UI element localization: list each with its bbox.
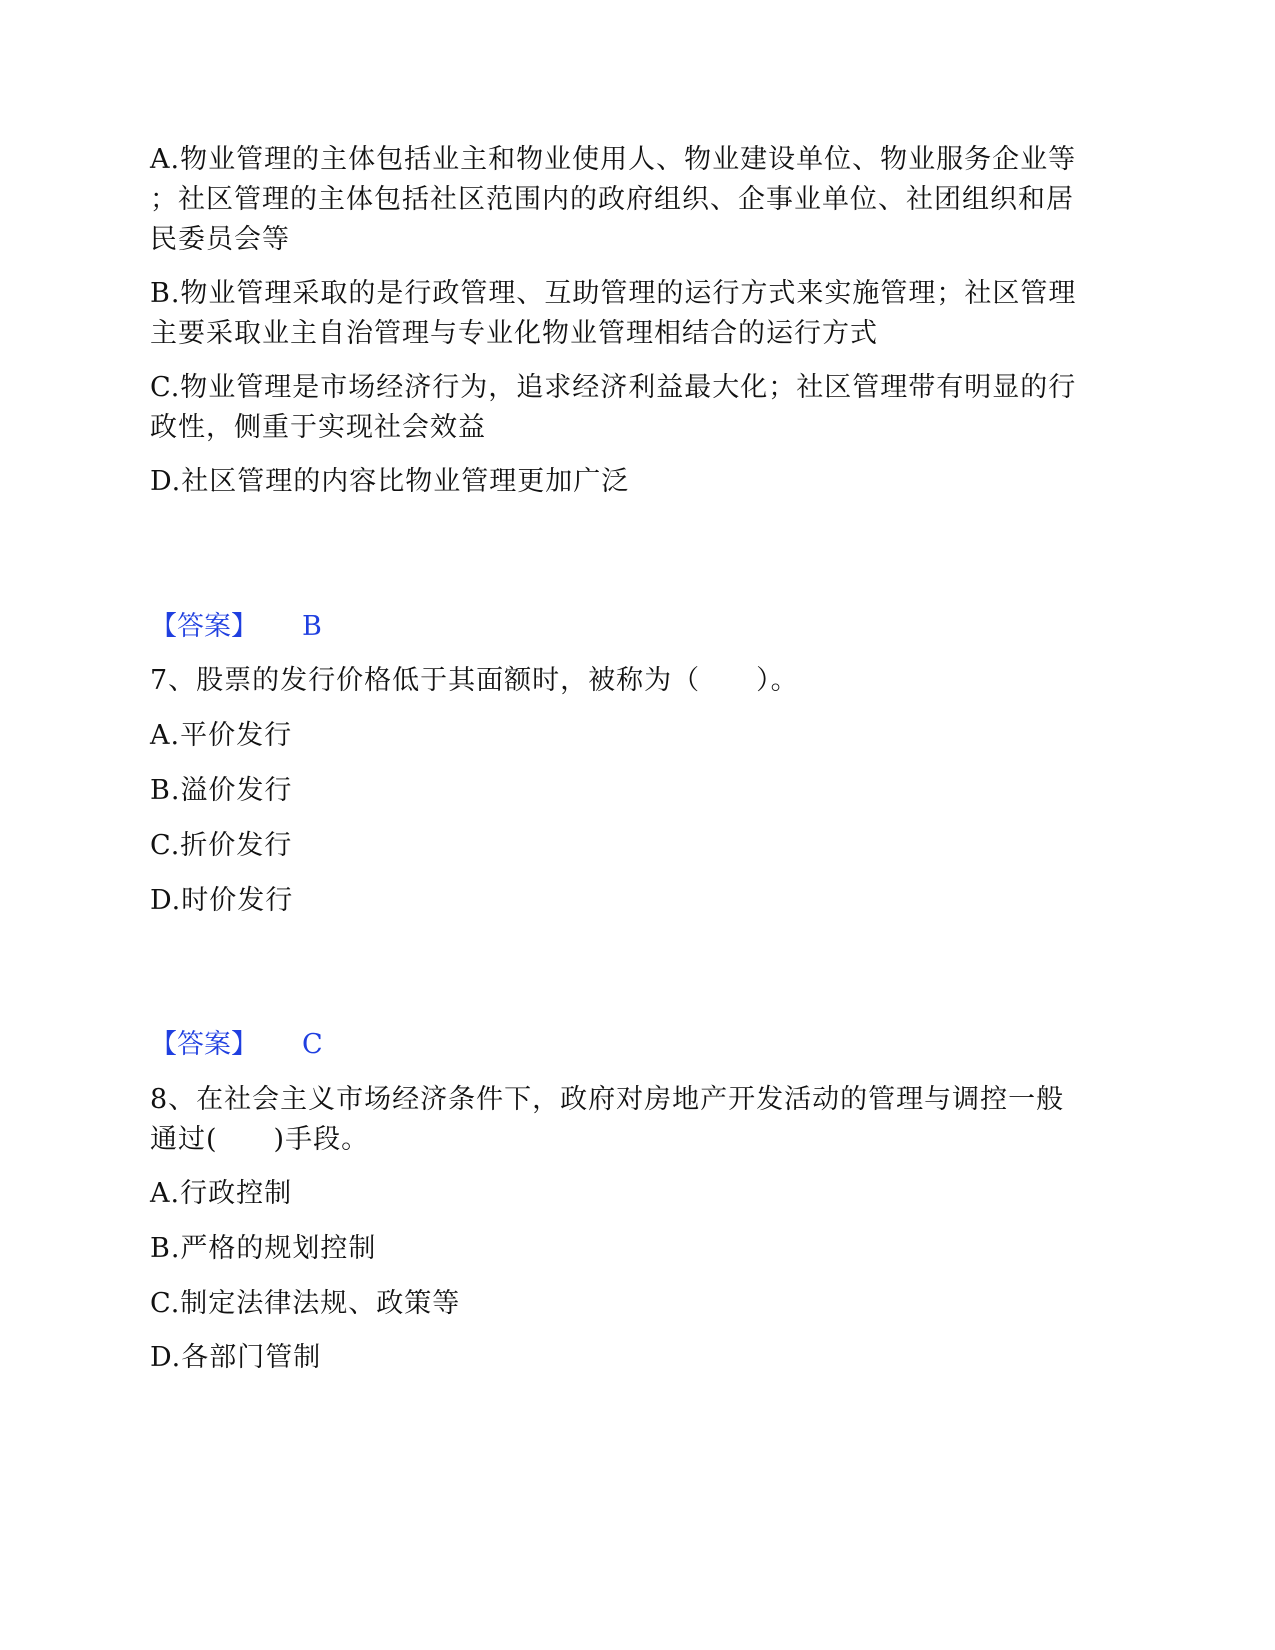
option-c-line-1: C.物业管理是市场经济行为，追求经济利益最大化；社区管理带有明显的行 xyxy=(150,372,1077,403)
option-d-line-1: D.社区管理的内容比物业管理更加广泛 xyxy=(150,466,630,497)
q7-option-b: B.溢价发行 xyxy=(150,775,293,806)
q8-option-a: A.行政控制 xyxy=(150,1178,293,1209)
option-a-line-2: ；社区管理的主体包括社区范围内的政府组织、企事业单位、社团组织和居 xyxy=(150,184,1074,215)
q8-stem-line-1: 8、在社会主义市场经济条件下，政府对房地产开发活动的管理与调控一般 xyxy=(150,1084,1065,1115)
option-b-line-1: B.物业管理采取的是行政管理、互助管理的运行方式来实施管理；社区管理 xyxy=(150,278,1077,309)
answer-value: C xyxy=(302,1029,323,1060)
q8-stem-line-2: 通过( )手段。 xyxy=(150,1124,370,1155)
q7-stem: 7、股票的发行价格低于其面额时，被称为（ ）。 xyxy=(150,665,799,696)
q7-option-a: A.平价发行 xyxy=(150,720,293,751)
q8-option-b: B.严格的规划控制 xyxy=(150,1233,377,1264)
q8-option-c: C.制定法律法规、政策等 xyxy=(150,1288,461,1319)
option-b-line-2: 主要采取业主自治管理与专业化物业管理相结合的运行方式 xyxy=(150,318,878,349)
q7-option-d: D.时价发行 xyxy=(150,885,294,916)
q8-option-d: D.各部门管制 xyxy=(150,1342,322,1373)
option-c-line-2: 政性，侧重于实现社会效益 xyxy=(150,412,486,443)
option-a-line-1: A.物业管理的主体包括业主和物业使用人、物业建设单位、物业服务企业等 xyxy=(150,144,1077,175)
answer-q7 xyxy=(150,1025,323,1065)
answer-label: 【答案】 xyxy=(150,1029,258,1060)
option-a-line-3: 民委员会等 xyxy=(150,224,290,255)
answer-prev xyxy=(150,607,322,647)
answer-label: 【答案】 xyxy=(150,611,258,642)
answer-value: B xyxy=(302,611,322,642)
q7-option-c: C.折价发行 xyxy=(150,830,293,861)
